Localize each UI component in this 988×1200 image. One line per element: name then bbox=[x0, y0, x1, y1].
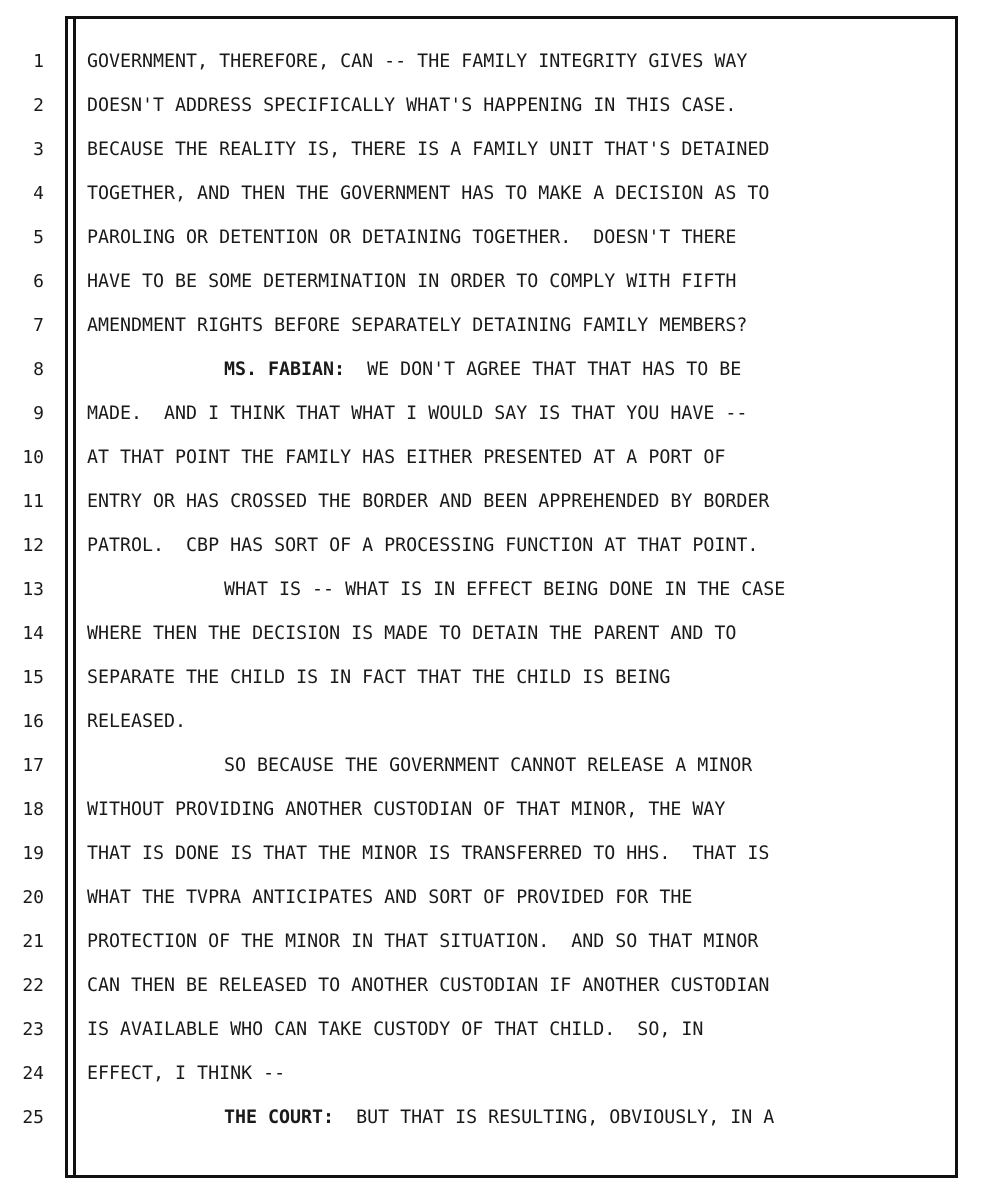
line-number: 11 bbox=[22, 491, 44, 512]
transcript-line bbox=[0, 40, 988, 84]
line-text: HAVE TO BE SOME DETERMINATION IN ORDER TO COMPLY WITH FIFTH bbox=[87, 271, 737, 292]
transcript-line bbox=[0, 876, 988, 920]
line-number: 22 bbox=[22, 975, 44, 996]
line-number: 13 bbox=[22, 579, 44, 600]
line-number: 20 bbox=[22, 887, 44, 908]
speech-text: WE DON'T AGREE THAT THAT HAS TO BE bbox=[345, 359, 742, 380]
line-text: WHERE THEN THE DECISION IS MADE TO DETAIN THE PARENT AND TO bbox=[87, 623, 737, 644]
line-text: RELEASED. bbox=[87, 711, 187, 732]
line-text: ENTRY OR HAS CROSSED THE BORDER AND BEEN APPREHENDED BY BORDER bbox=[87, 491, 770, 512]
line-number: 9 bbox=[33, 403, 44, 424]
line-text: THAT IS DONE IS THAT THE MINOR IS TRANSFERRED TO HHS. THAT IS bbox=[87, 843, 770, 864]
line-text: PROTECTION OF THE MINOR IN THAT SITUATION. AND SO THAT MINOR bbox=[87, 931, 759, 952]
transcript-line bbox=[0, 832, 988, 876]
transcript-line bbox=[0, 480, 988, 524]
line-text: PATROL. CBP HAS SORT OF A PROCESSING FUNCTION AT THAT POINT. bbox=[87, 535, 759, 556]
line-text: MADE. AND I THINK THAT WHAT I WOULD SAY IS THAT YOU HAVE -- bbox=[87, 403, 748, 424]
transcript-line bbox=[0, 348, 988, 392]
line-text bbox=[224, 1096, 988, 1140]
line-text bbox=[224, 348, 988, 392]
line-number: 25 bbox=[22, 1107, 44, 1128]
line-number: 6 bbox=[33, 271, 44, 292]
line-text: PAROLING OR DETENTION OR DETAINING TOGETHER. DOESN'T THERE bbox=[87, 227, 737, 248]
line-number: 17 bbox=[22, 755, 44, 776]
transcript-line bbox=[0, 304, 988, 348]
speaker-label: THE COURT: bbox=[224, 1107, 335, 1128]
transcript-line bbox=[0, 656, 988, 700]
line-text: AMENDMENT RIGHTS BEFORE SEPARATELY DETAINING FAMILY MEMBERS? bbox=[87, 315, 748, 336]
line-number: 15 bbox=[22, 667, 44, 688]
line-number: 24 bbox=[22, 1063, 44, 1084]
line-number: 10 bbox=[22, 447, 44, 468]
transcript-line bbox=[0, 216, 988, 260]
line-number: 7 bbox=[33, 315, 44, 336]
line-text: GOVERNMENT, THEREFORE, CAN -- THE FAMILY INTEGRITY GIVES WAY bbox=[87, 51, 748, 72]
line-number: 12 bbox=[22, 535, 44, 556]
line-number: 21 bbox=[22, 931, 44, 952]
line-number: 5 bbox=[33, 227, 44, 248]
transcript-line bbox=[0, 568, 988, 612]
line-number: 23 bbox=[22, 1019, 44, 1040]
line-text: DOESN'T ADDRESS SPECIFICALLY WHAT'S HAPPENING IN THIS CASE. bbox=[87, 95, 737, 116]
line-text: WHAT IS -- WHAT IS IN EFFECT BEING DONE IN THE CASE bbox=[224, 579, 786, 600]
transcript-line bbox=[0, 964, 988, 1008]
transcript-line bbox=[0, 392, 988, 436]
line-number: 8 bbox=[33, 359, 44, 380]
line-text: WITHOUT PROVIDING ANOTHER CUSTODIAN OF THAT MINOR, THE WAY bbox=[87, 799, 726, 820]
line-number: 3 bbox=[33, 139, 44, 160]
line-text: BECAUSE THE REALITY IS, THERE IS A FAMILY UNIT THAT'S DETAINED bbox=[87, 139, 770, 160]
speech-text: BUT THAT IS RESULTING, OBVIOUSLY, IN A bbox=[334, 1107, 775, 1128]
transcript-line bbox=[0, 128, 988, 172]
line-number: 4 bbox=[33, 183, 44, 204]
line-number: 1 bbox=[33, 51, 44, 72]
line-text: CAN THEN BE RELEASED TO ANOTHER CUSTODIAN IF ANOTHER CUSTODIAN bbox=[87, 975, 770, 996]
transcript-line bbox=[0, 172, 988, 216]
transcript-line bbox=[0, 84, 988, 128]
line-text: TOGETHER, AND THEN THE GOVERNMENT HAS TO MAKE A DECISION AS TO bbox=[87, 183, 770, 204]
transcript-line bbox=[0, 612, 988, 656]
transcript-line bbox=[0, 920, 988, 964]
transcript-line bbox=[0, 1096, 988, 1140]
line-text: AT THAT POINT THE FAMILY HAS EITHER PRESENTED AT A PORT OF bbox=[87, 447, 726, 468]
line-text: SO BECAUSE THE GOVERNMENT CANNOT RELEASE A MINOR bbox=[224, 755, 753, 776]
line-text: EFFECT, I THINK -- bbox=[87, 1063, 286, 1084]
transcript-line bbox=[0, 260, 988, 304]
transcript-line bbox=[0, 744, 988, 788]
line-text: SEPARATE THE CHILD IS IN FACT THAT THE CHILD IS BEING bbox=[87, 667, 671, 688]
line-text: IS AVAILABLE WHO CAN TAKE CUSTODY OF THAT CHILD. SO, IN bbox=[87, 1019, 704, 1040]
line-number: 19 bbox=[22, 843, 44, 864]
line-number: 16 bbox=[22, 711, 44, 732]
speaker-label: MS. FABIAN: bbox=[224, 359, 346, 380]
transcript-line bbox=[0, 436, 988, 480]
line-text: WHAT THE TVPRA ANTICIPATES AND SORT OF PROVIDED FOR THE bbox=[87, 887, 693, 908]
line-number: 2 bbox=[33, 95, 44, 116]
transcript-line bbox=[0, 1052, 988, 1096]
transcript-line bbox=[0, 1008, 988, 1052]
transcript-line bbox=[0, 788, 988, 832]
transcript-line bbox=[0, 524, 988, 568]
transcript-line bbox=[0, 700, 988, 744]
line-number: 18 bbox=[22, 799, 44, 820]
line-number: 14 bbox=[22, 623, 44, 644]
